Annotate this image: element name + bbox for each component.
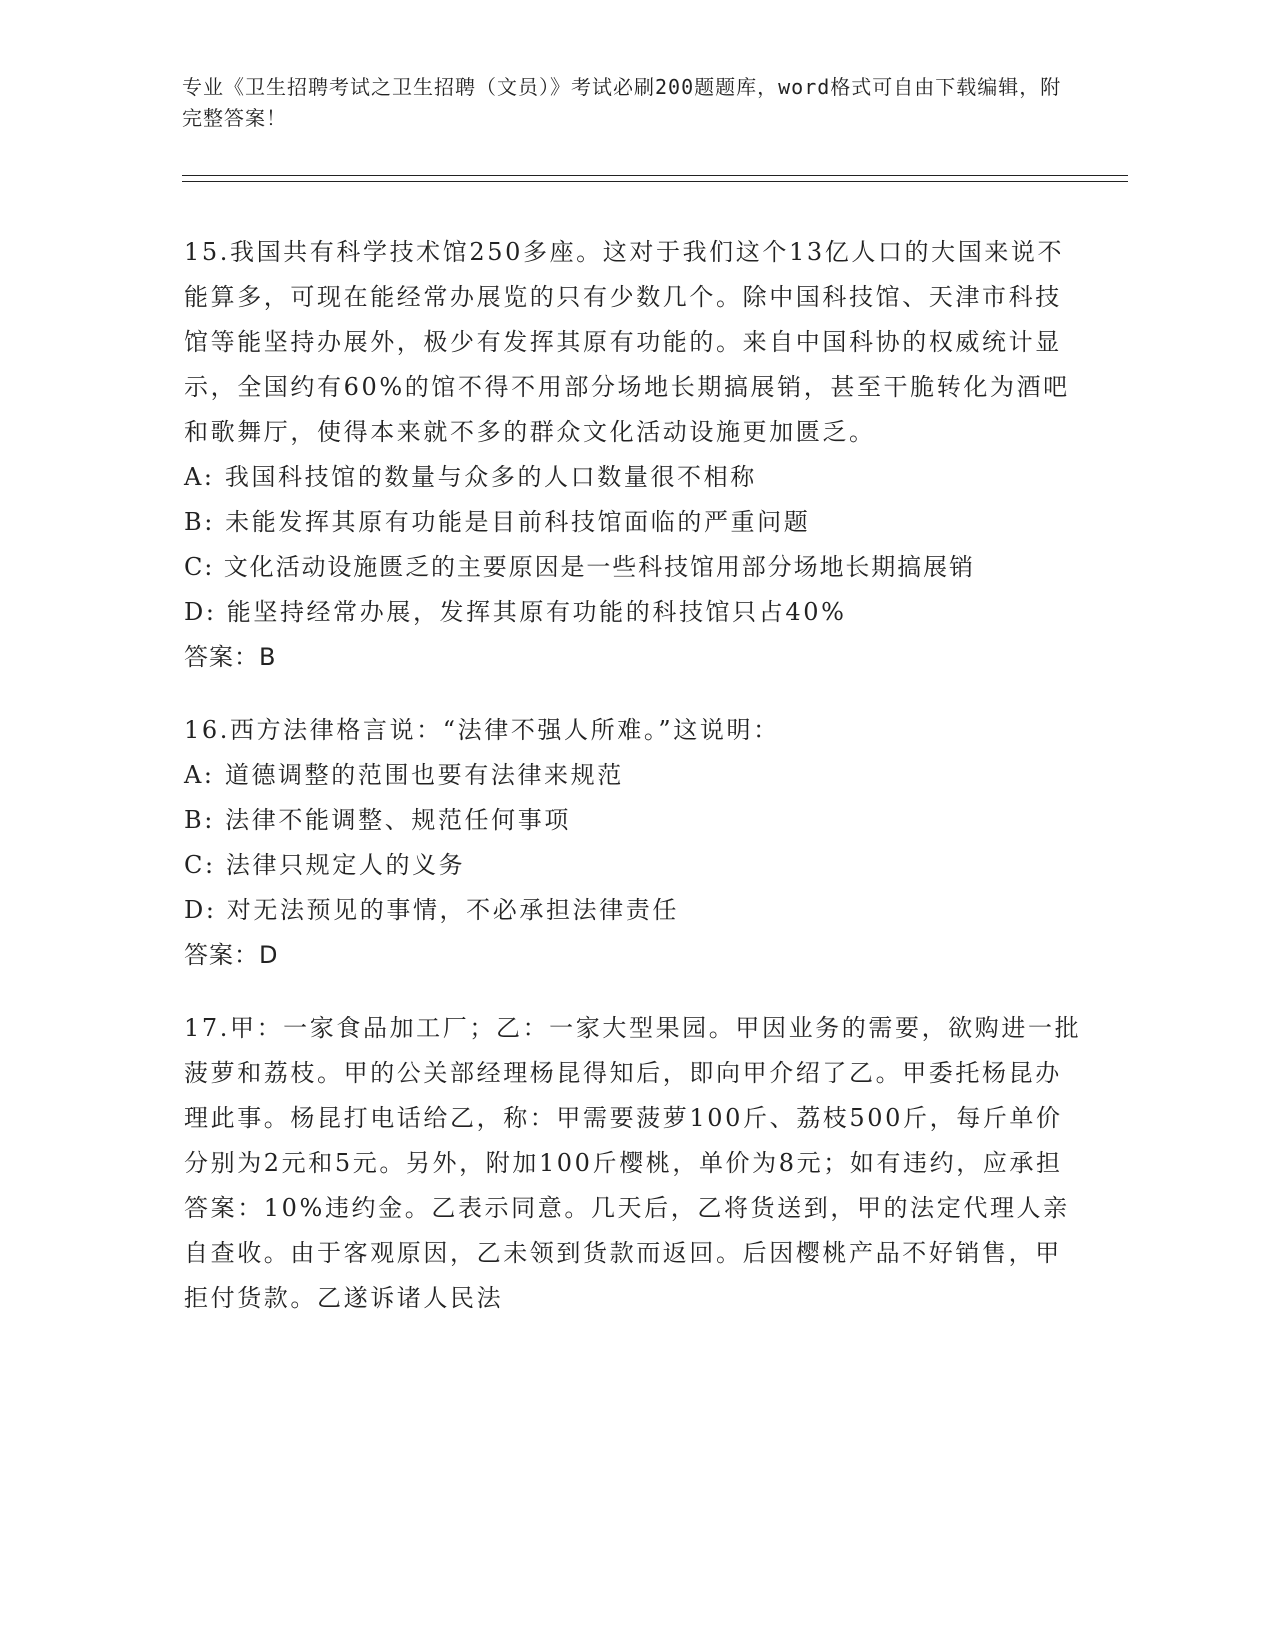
answer-label: 答案：D	[184, 941, 279, 969]
option-d: D: 能坚持经常办展，发挥其原有功能的科技馆只占40%	[184, 598, 847, 626]
question-17	[184, 1006, 1084, 1321]
option-a: A: 道德调整的范围也要有法律来规范	[184, 761, 624, 789]
option-d: D: 对无法预见的事情，不必承担法律责任	[184, 896, 679, 924]
question-15	[184, 230, 1084, 680]
question-stem: 16.西方法律格言说：“法律不强人所难。”这说明：	[184, 716, 780, 744]
option-c: C: 文化活动设施匮乏的主要原因是一些科技馆用部分场地长期搞展销	[184, 553, 975, 581]
question-stem: 17.甲：一家食品加工厂；乙：一家大型果园。甲因业务的需要，欲购进一批菠萝和荔枝。甲的公关部经理杨昆得知后，即向甲介绍了乙。甲委托杨昆办理此事。杨昆打电话给乙，称：甲需要菠萝100斤、荔枝500斤，每斤单价分别为2元和5元。另外，附加100斤樱桃，单价为8元；如有违约，应承担答案：10%违约金。乙表示同意。几天后，乙将货送到，甲的法定代理人亲自查收。由于客观原因，乙未领到货款而返回。后因樱桃产品不好销售，甲拒付货款。乙遂诉诸人民法	[184, 1014, 1082, 1312]
option-b: B: 法律不能调整、规范任何事项	[184, 806, 571, 834]
header-divider-bottom	[182, 181, 1128, 182]
option-a: A: 我国科技馆的数量与众多的人口数量很不相称	[184, 463, 757, 491]
answer-label: 答案：B	[184, 643, 277, 671]
document-header: 专业《卫生招聘考试之卫生招聘（文员）》考试必刷200题题库，word格式可自由下载编辑，附完整答案！	[182, 75, 1062, 130]
option-b: B: 未能发挥其原有功能是目前科技馆面临的严重问题	[184, 508, 811, 536]
header-divider-top	[182, 175, 1128, 176]
question-stem: 15.我国共有科学技术馆250多座。这对于我们这个13亿人口的大国来说不能算多，可现在能经常办展览的只有少数几个。除中国科技馆、天津市科技馆等能坚持办展外，极少有发挥其原有功能的。来自中国科协的权威统计显示，全国约有60%的馆不得不用部分场地长期搞展销，甚至干脆转化为酒吧和歌舞厅，使得本来就不多的群众文化活动设施更加匮乏。	[184, 238, 1070, 446]
question-list	[184, 230, 1084, 1349]
question-16	[184, 708, 1084, 978]
option-c: C: 法律只规定人的义务	[184, 851, 466, 879]
